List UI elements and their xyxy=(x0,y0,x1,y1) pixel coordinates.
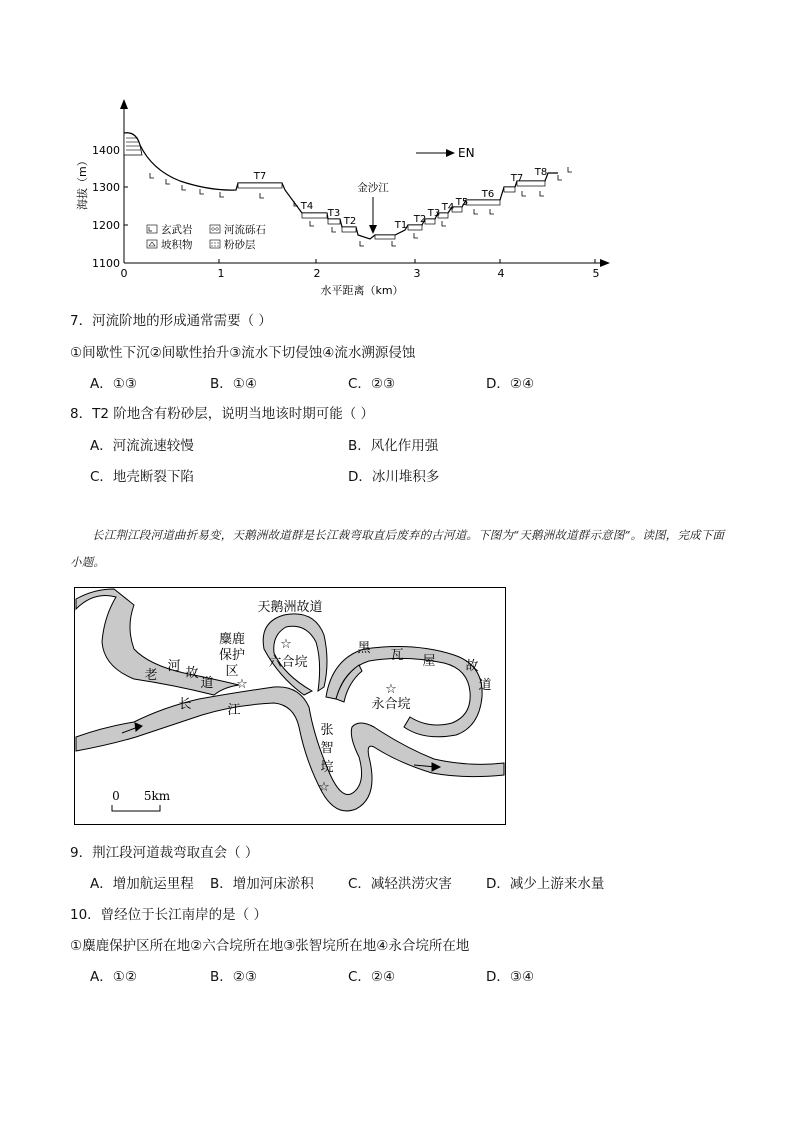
q10-stem: 10．曾经位于长江南岸的是（ ） xyxy=(70,907,267,923)
label-t4-left: T4 xyxy=(300,201,314,212)
label-gu-right: 故 xyxy=(465,659,479,674)
legend-gravel: 河流砾石 xyxy=(224,224,266,236)
q10-option-c[interactable]: C．②④ xyxy=(348,969,396,985)
label-t2: T2 xyxy=(413,214,427,225)
label-milu-2: 保护 xyxy=(218,648,246,663)
q8-option-c[interactable]: C．地壳断裂下陷 xyxy=(90,469,194,485)
label-wu: 屋 xyxy=(422,654,436,669)
star-zhangzhi: ☆ xyxy=(318,780,330,795)
label-he: 河 xyxy=(167,659,181,674)
y-axis-label: 海拔（m） xyxy=(76,155,89,210)
label-yonghe: 永合垸 xyxy=(371,697,411,712)
x-axis-label: 水平距离（km） xyxy=(320,284,404,297)
direction-label: EN xyxy=(458,146,475,160)
q7-stem: 7．河流阶地的形成通常需要（ ） xyxy=(70,313,272,329)
label-jiang: 江 xyxy=(227,703,241,718)
label-chang: 长 xyxy=(178,697,192,712)
q7-option-b[interactable]: B．①④ xyxy=(210,376,257,392)
label-dao-right: 道 xyxy=(478,678,492,693)
terrace-profile-figure xyxy=(70,95,630,300)
reading-passage: 长江荆江段河道曲折易变，天鹅洲故道群是长江裁弯取直后废弃的古河道。下图为“天鹅洲故道群示意图”。读图，完成下面小题。 xyxy=(70,528,725,569)
label-zhang: 张 xyxy=(320,723,334,738)
x-tick-4: 4 xyxy=(497,267,505,280)
x-tick-2: 2 xyxy=(313,267,321,280)
star-yonghe: ☆ xyxy=(385,682,397,697)
q10-option-d[interactable]: D．③④ xyxy=(486,969,535,985)
q9-option-c[interactable]: C．减轻洪涝灾害 xyxy=(348,876,452,892)
label-t3-left: T3 xyxy=(327,208,341,219)
label-hei: 黑 xyxy=(357,641,371,656)
q10-option-b[interactable]: B．②③ xyxy=(210,969,257,985)
y-tick-1100: 1100 xyxy=(92,257,120,270)
label-t5: T5 xyxy=(455,197,469,208)
q9-option-b[interactable]: B．增加河床淤积 xyxy=(210,876,314,892)
q7-option-c[interactable]: C．②③ xyxy=(348,376,396,392)
label-liuhe: 六合垸 xyxy=(268,655,308,670)
q9-stem: 9．荆江段河道裁弯取直会（ ） xyxy=(70,845,259,861)
q7-items: ①间歇性下沉②间歇性抬升③流水下切侵蚀④流水溯源侵蚀 xyxy=(70,345,416,361)
legend-slope: 坡积物 xyxy=(161,239,193,251)
q9-option-d[interactable]: D．减少上游来水量 xyxy=(486,876,605,892)
label-zhi: 智 xyxy=(320,741,334,756)
label-gu-left: 故 xyxy=(185,666,199,681)
y-tick-1300: 1300 xyxy=(92,181,120,194)
q8-option-b[interactable]: B．风化作用强 xyxy=(348,438,439,454)
x-tick-5: 5 xyxy=(592,267,600,280)
y-tick-1400: 1400 xyxy=(92,144,120,157)
x-tick-3: 3 xyxy=(413,267,421,280)
tianezhou-map-figure xyxy=(74,587,506,825)
label-dao-left: 道 xyxy=(200,676,214,691)
label-lao: 老 xyxy=(144,668,158,683)
label-t6: T6 xyxy=(481,189,495,200)
q8-option-a[interactable]: A．河流流速较慢 xyxy=(90,438,194,454)
label-tianezhou: 天鹅洲故道 xyxy=(257,600,323,615)
label-t8: T8 xyxy=(534,167,548,178)
label-t7-left: T7 xyxy=(253,171,267,182)
label-t3: T3 xyxy=(427,208,441,219)
q9-option-a[interactable]: A．增加航运里程 xyxy=(90,876,194,892)
q8-option-d[interactable]: D．冰川堆积多 xyxy=(348,469,440,485)
profile-legend xyxy=(147,223,266,251)
q7-option-a[interactable]: A．①③ xyxy=(90,376,137,392)
label-t4: T4 xyxy=(441,202,455,213)
label-yuan: 垸 xyxy=(320,760,334,775)
y-tick-1200: 1200 xyxy=(92,219,120,232)
q8-stem: 8．T2 阶地含有粉砂层，说明当地该时期可能（ ） xyxy=(70,406,375,422)
x-tick-1: 1 xyxy=(217,267,225,280)
label-t2-left: T2 xyxy=(343,216,357,227)
scale-zero: 0 xyxy=(112,789,120,803)
q10-items: ①麋鹿保护区所在地②六合垸所在地③张智垸所在地④永合垸所在地 xyxy=(70,938,470,954)
label-wa: 瓦 xyxy=(390,648,404,663)
star-liuhe: ☆ xyxy=(280,637,292,652)
star-milu: ☆ xyxy=(236,677,248,692)
legend-silt: 粉砂层 xyxy=(224,239,256,251)
x-tick-0: 0 xyxy=(120,267,128,280)
legend-basalt: 玄武岩 xyxy=(161,224,193,236)
label-t1: T1 xyxy=(394,220,408,231)
label-t7: T7 xyxy=(510,173,524,184)
river-label: 金沙江 xyxy=(357,182,389,194)
q7-option-d[interactable]: D．②④ xyxy=(486,376,535,392)
q10-option-a[interactable]: A．①② xyxy=(90,969,137,985)
label-milu-1: 麋鹿 xyxy=(218,632,246,647)
scale-five: 5km xyxy=(143,789,171,803)
label-milu-3: 区 xyxy=(225,664,239,679)
